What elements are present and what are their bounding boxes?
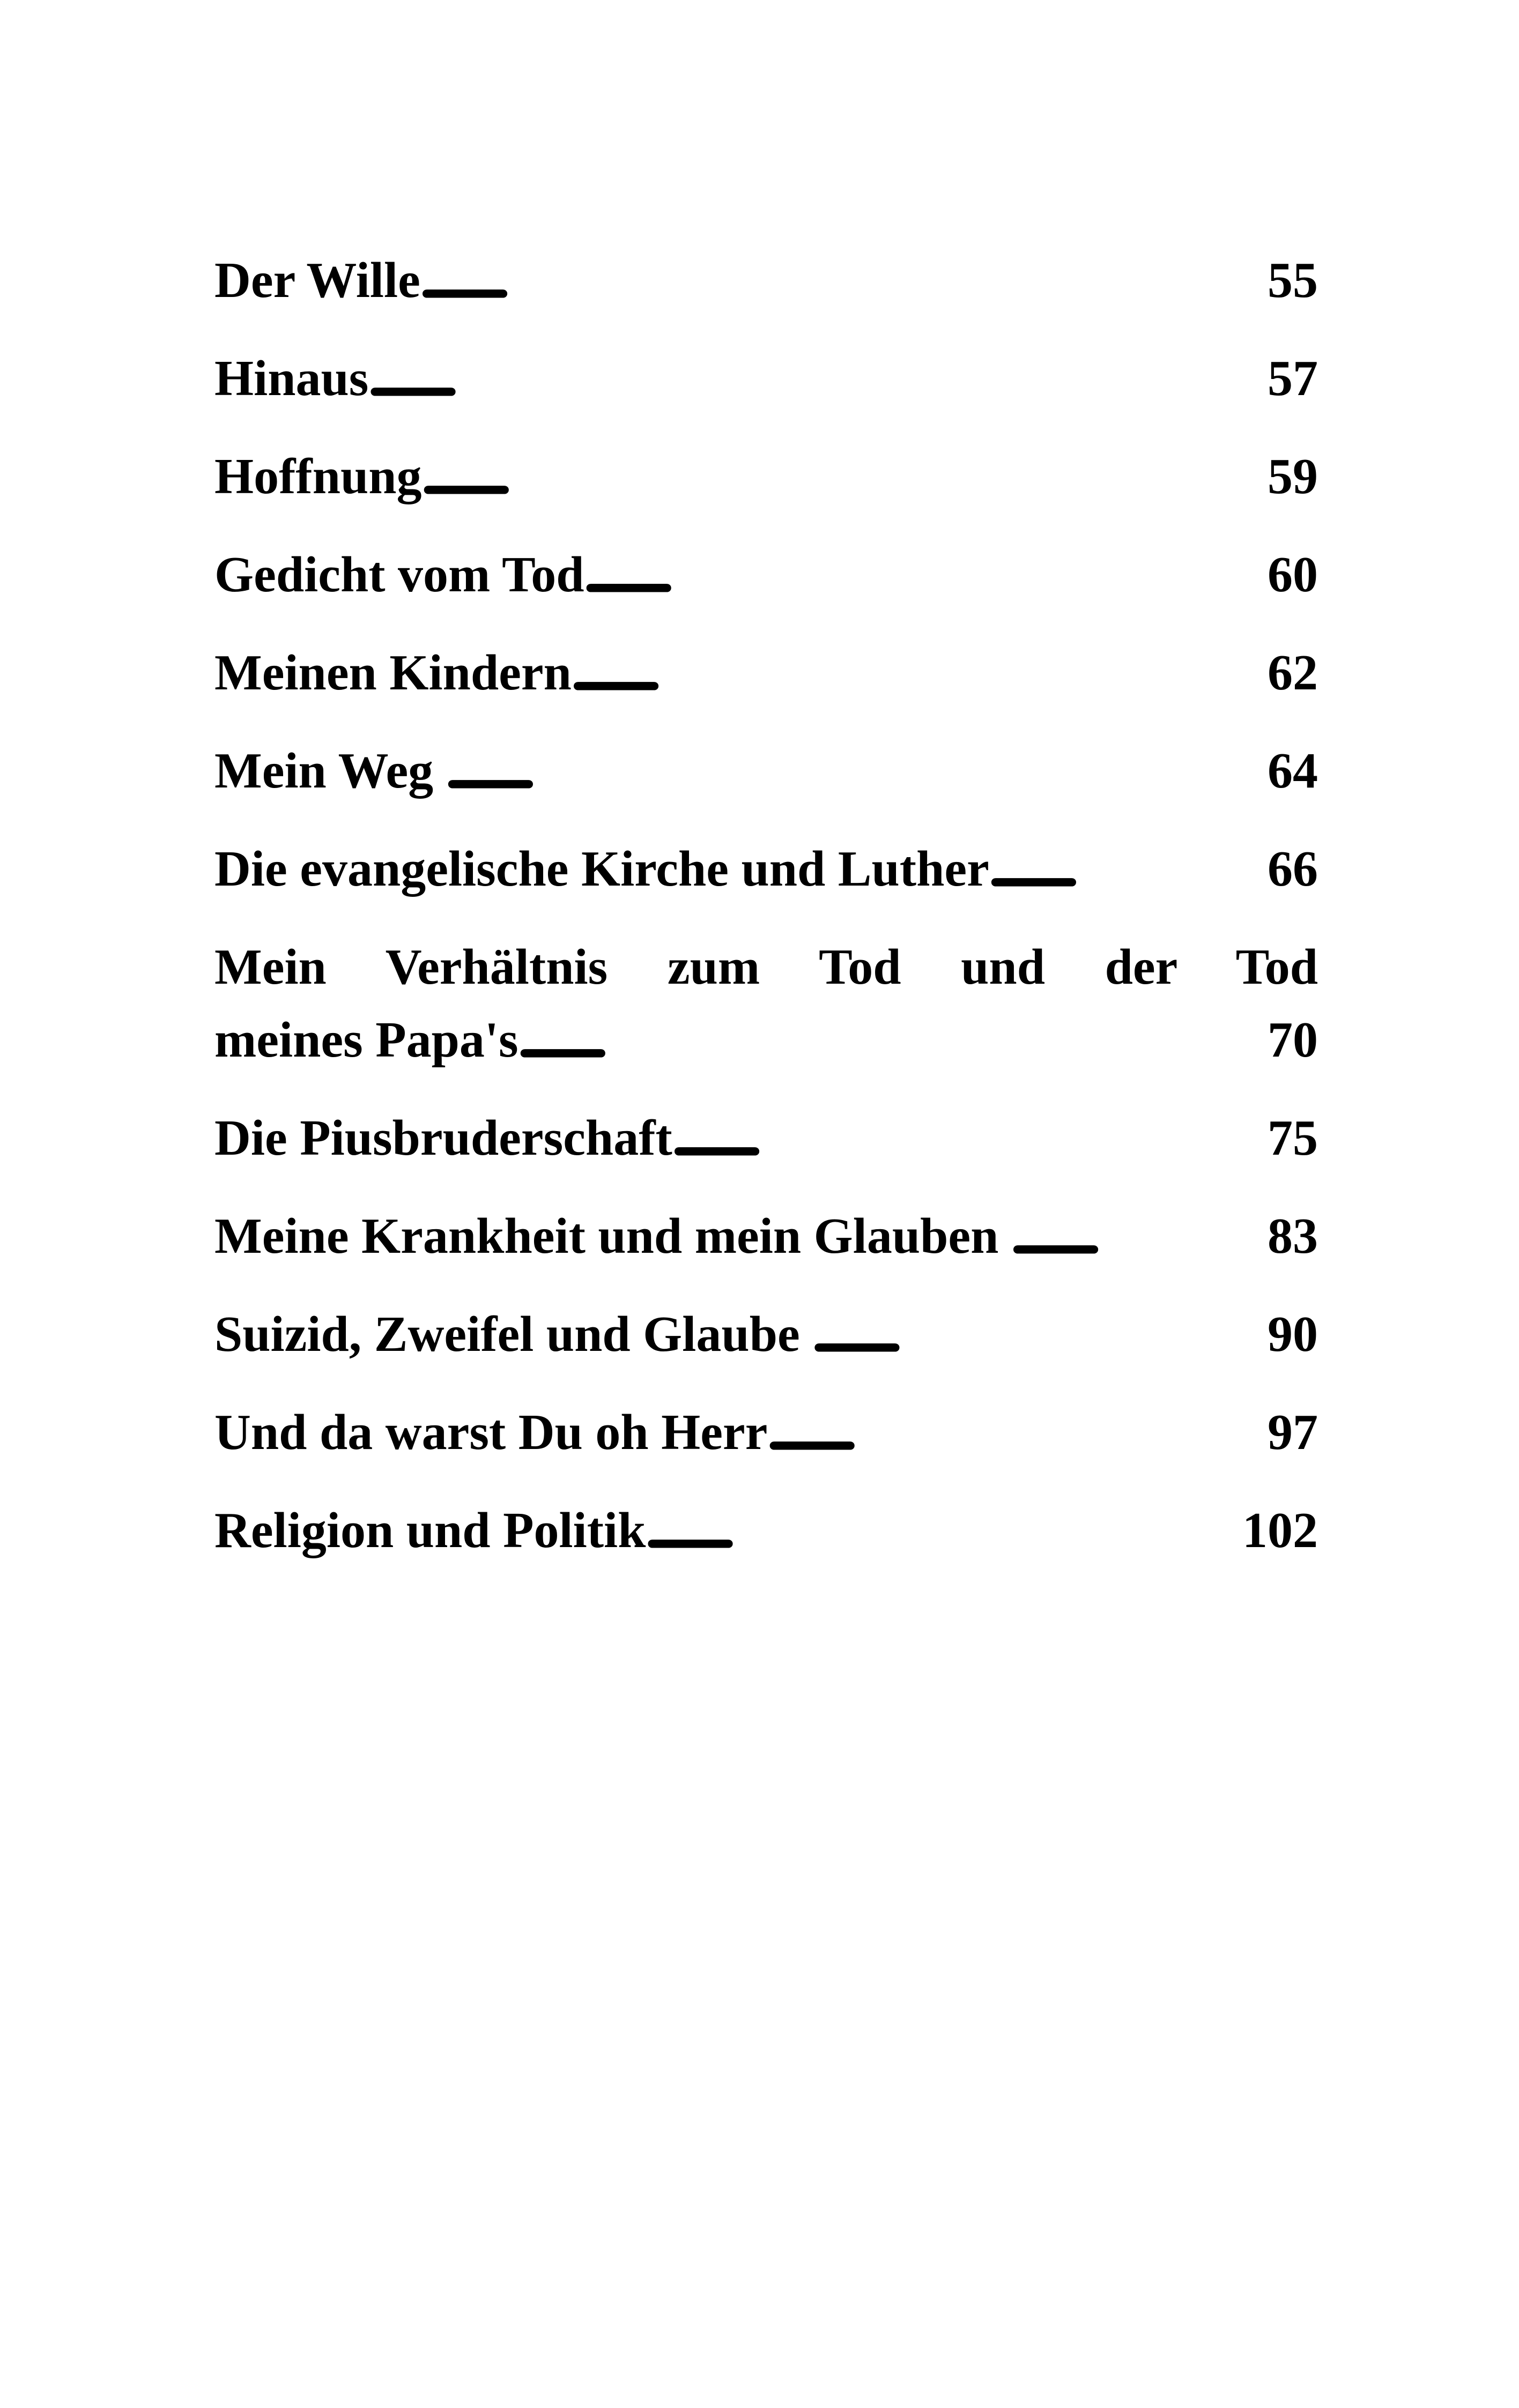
toc-entry bbox=[214, 1396, 1318, 1469]
toc-entry bbox=[214, 440, 1318, 513]
dot-leader bbox=[672, 1102, 1268, 1175]
toc-entry-title: Die evangelische Kirche und Luther bbox=[214, 841, 989, 897]
toc-entry bbox=[214, 1298, 1318, 1371]
toc-entry-title: Religion und Politik bbox=[214, 1503, 646, 1558]
dot-leader bbox=[518, 1004, 1268, 1076]
toc-entry bbox=[214, 1494, 1318, 1567]
dot-leader bbox=[446, 734, 1268, 807]
toc-entry-title: Und da warst Du oh Herr bbox=[214, 1404, 768, 1460]
toc-entry-title: Mein Weg bbox=[214, 743, 446, 799]
toc-entry bbox=[214, 636, 1318, 709]
toc-entry-title: Die Piusbruderschaft bbox=[214, 1110, 672, 1166]
toc-entry bbox=[214, 538, 1318, 611]
toc-entry-page: 66 bbox=[1268, 841, 1318, 897]
toc-entry-page: 90 bbox=[1268, 1306, 1318, 1362]
toc-entry-page: 102 bbox=[1242, 1503, 1318, 1558]
table-of-contents bbox=[214, 244, 1318, 1592]
toc-entry-page: 64 bbox=[1268, 743, 1318, 799]
toc-entry-title-line1: Mein Verhältnis zum Tod und der Tod bbox=[214, 939, 1318, 995]
dot-leader bbox=[422, 440, 1268, 513]
toc-entry-page: 57 bbox=[1268, 351, 1318, 406]
dot-leader bbox=[420, 244, 1268, 317]
toc-entry-page: 59 bbox=[1268, 449, 1318, 504]
toc-entry-page: 62 bbox=[1268, 645, 1318, 701]
toc-entry-title: Hinaus bbox=[214, 351, 369, 406]
dot-leader bbox=[368, 342, 1268, 415]
toc-entry bbox=[214, 734, 1318, 807]
dot-leader bbox=[584, 538, 1268, 611]
toc-entry-title-line2: meines Papa's bbox=[214, 1012, 518, 1068]
toc-entry-title: Der Wille bbox=[214, 252, 420, 308]
toc-entry-page: 60 bbox=[1268, 547, 1318, 603]
toc-entry-page: 55 bbox=[1268, 252, 1318, 308]
toc-entry-page: 75 bbox=[1268, 1110, 1318, 1166]
toc-entry bbox=[214, 1102, 1318, 1175]
toc-entry-page: 83 bbox=[1268, 1208, 1318, 1264]
dot-leader bbox=[572, 636, 1268, 709]
dot-leader bbox=[989, 833, 1268, 905]
dot-leader bbox=[646, 1494, 1242, 1567]
toc-entry bbox=[214, 342, 1318, 415]
dot-leader bbox=[1011, 1200, 1268, 1273]
toc-entry-title: Hoffnung bbox=[214, 449, 422, 504]
dot-leader bbox=[812, 1298, 1268, 1371]
toc-entry-page: 97 bbox=[1268, 1404, 1318, 1460]
toc-entry-title: Gedicht vom Tod bbox=[214, 547, 584, 603]
toc-entry bbox=[214, 244, 1318, 317]
toc-entry-page: 70 bbox=[1268, 1012, 1318, 1068]
toc-entry bbox=[214, 1200, 1318, 1273]
toc-entry-title: Suizid, Zweifel und Glaube bbox=[214, 1306, 813, 1362]
toc-entry-title: Meine Krankheit und mein Glauben bbox=[214, 1208, 1011, 1264]
dot-leader bbox=[767, 1396, 1268, 1469]
toc-entry bbox=[214, 833, 1318, 905]
toc-entry bbox=[214, 931, 1318, 1076]
toc-entry-title: Meinen Kindern bbox=[214, 645, 572, 701]
